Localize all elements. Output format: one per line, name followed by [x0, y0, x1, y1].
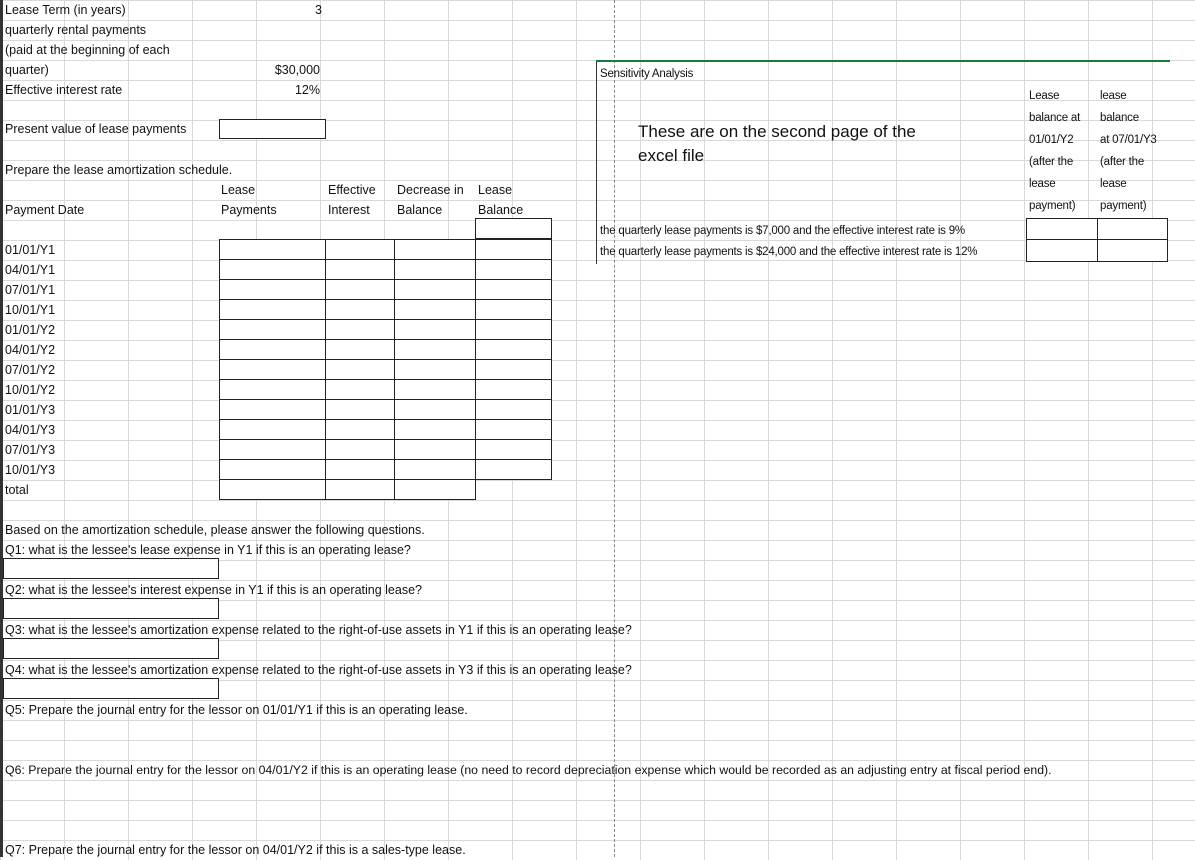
questions-intro: Based on the amortization schedule, please answer the following questions.	[5, 523, 425, 537]
answer-3-input[interactable]	[3, 638, 219, 659]
lease-payment-input[interactable]	[219, 419, 326, 440]
lease-payment-input[interactable]	[219, 239, 326, 260]
payment-date-cell: 01/01/Y2	[5, 323, 56, 337]
decrease-balance-input[interactable]	[394, 239, 476, 260]
payment-date-cell: 04/01/Y3	[5, 423, 56, 437]
question-6: Q6: Prepare the journal entry for the lessor on 04/01/Y2 if this is an operating lease (no need to record depreciation expense which would be recorded as an adjusting entry at fiscal period end).	[5, 763, 1052, 777]
lease-balance-input[interactable]	[475, 399, 552, 420]
lease-balance-input[interactable]	[475, 319, 552, 340]
payment-date-cell: 07/01/Y1	[5, 283, 56, 297]
header-effective-interest-2: Interest	[328, 203, 370, 217]
present-value-label: Present value of lease payments	[5, 122, 187, 136]
rate-label: Effective interest rate	[5, 83, 123, 97]
lease-balance-input[interactable]	[475, 279, 552, 300]
header-decrease-balance-1: Decrease in	[397, 183, 464, 197]
payment-date-cell: 10/01/Y3	[5, 463, 56, 477]
lease-balance-input[interactable]	[475, 439, 552, 460]
scenario-2-balance-y2-input[interactable]	[1026, 239, 1099, 262]
lease-term-value[interactable]: 3	[315, 3, 322, 17]
lease-payment-input[interactable]	[219, 319, 326, 340]
lease-payment-input[interactable]	[219, 259, 326, 280]
lease-balance-input[interactable]	[475, 299, 552, 320]
decrease-balance-input[interactable]	[394, 319, 476, 340]
effective-interest-input[interactable]	[325, 259, 395, 280]
answer-2-input[interactable]	[3, 598, 219, 619]
sensitivity-header-line: at 07/01/Y3	[1100, 134, 1157, 146]
effective-interest-input[interactable]	[325, 279, 395, 300]
question-3: Q3: what is the lessee's amortization expense related to the right-of-use assets in Y1 if this is an operating lease?	[5, 623, 632, 637]
answer-1-input[interactable]	[3, 558, 219, 579]
payment-label-line-3: quarter)	[5, 63, 49, 77]
lease-balance-input[interactable]	[475, 379, 552, 400]
effective-interest-input[interactable]	[325, 439, 395, 460]
effective-interest-input[interactable]	[325, 399, 395, 420]
payment-date-cell: 04/01/Y2	[5, 343, 56, 357]
sensitivity-header-line: (after the	[1100, 156, 1145, 168]
effective-interest-input[interactable]	[325, 299, 395, 320]
sensitivity-note-line-1: These are on the second page of the	[638, 122, 916, 141]
decrease-balance-input[interactable]	[394, 459, 476, 480]
initial-balance-input[interactable]	[475, 218, 552, 239]
lease-payment-input[interactable]	[219, 399, 326, 420]
scenario-2-balance-y3-input[interactable]	[1097, 239, 1168, 262]
payment-label-line-2: (paid at the beginning of each	[5, 43, 170, 57]
decrease-balance-input[interactable]	[394, 279, 476, 300]
sensitivity-header-line: lease	[1100, 178, 1127, 190]
total-interest-input[interactable]	[325, 479, 395, 500]
sensitivity-header-line: (after the	[1029, 156, 1074, 168]
sensitivity-top-border	[596, 60, 1170, 62]
decrease-balance-input[interactable]	[394, 399, 476, 420]
lease-payment-input[interactable]	[219, 339, 326, 360]
effective-interest-input[interactable]	[325, 459, 395, 480]
question-5: Q5: Prepare the journal entry for the lessor on 01/01/Y1 if this is an operating lease.	[5, 703, 468, 717]
header-lease-payments-1: Lease	[221, 183, 256, 197]
lease-balance-input[interactable]	[475, 359, 552, 380]
lease-balance-input[interactable]	[475, 339, 552, 360]
decrease-balance-input[interactable]	[394, 359, 476, 380]
sensitivity-header-line: balance at	[1029, 112, 1081, 124]
effective-interest-input[interactable]	[325, 359, 395, 380]
sensitivity-header-line: balance	[1100, 112, 1139, 124]
lease-term-label: Lease Term (in years)	[5, 3, 126, 17]
payment-date-cell: 10/01/Y2	[5, 383, 56, 397]
sensitivity-header-line: payment)	[1029, 200, 1076, 212]
payment-value[interactable]: $30,000	[274, 63, 320, 77]
header-effective-interest-1: Effective	[328, 183, 376, 197]
effective-interest-input[interactable]	[325, 239, 395, 260]
lease-payment-input[interactable]	[219, 279, 326, 300]
effective-interest-input[interactable]	[325, 419, 395, 440]
lease-payment-input[interactable]	[219, 459, 326, 480]
decrease-balance-input[interactable]	[394, 339, 476, 360]
sensitivity-header-line: 01/01/Y2	[1029, 134, 1074, 146]
lease-balance-input[interactable]	[475, 239, 552, 260]
lease-balance-input[interactable]	[475, 459, 552, 480]
payment-date-cell: 01/01/Y1	[5, 243, 56, 257]
effective-interest-input[interactable]	[325, 339, 395, 360]
lease-balance-input[interactable]	[475, 259, 552, 280]
decrease-balance-input[interactable]	[394, 379, 476, 400]
decrease-balance-input[interactable]	[394, 439, 476, 460]
total-decrease-input[interactable]	[394, 479, 476, 500]
question-7: Q7: Prepare the journal entry for the lessor on 04/01/Y2 if this is a sales-type lease.	[5, 843, 466, 857]
effective-interest-input[interactable]	[325, 319, 395, 340]
header-lease-balance-2: Balance	[478, 203, 524, 217]
present-value-input[interactable]	[219, 119, 326, 139]
total-lease-payments-input[interactable]	[219, 479, 326, 500]
answer-4-input[interactable]	[3, 678, 219, 699]
header-lease-balance-1: Lease	[478, 183, 513, 197]
lease-balance-input[interactable]	[475, 419, 552, 440]
scenario-1-balance-y3-input[interactable]	[1097, 218, 1168, 240]
header-decrease-balance-2: Balance	[397, 203, 443, 217]
payment-date-cell: 07/01/Y3	[5, 443, 56, 457]
scenario-1-text: the quarterly lease payments is $7,000 and the effective interest rate is 9%	[600, 225, 965, 237]
sensitivity-header-line: lease	[1100, 90, 1127, 102]
header-payment-date: Payment Date	[5, 203, 85, 217]
sensitivity-header-line: Lease	[1029, 90, 1060, 102]
sensitivity-left-border	[596, 62, 597, 264]
sensitivity-title: Sensitivity Analysis	[600, 68, 694, 80]
effective-interest-input[interactable]	[325, 379, 395, 400]
scenario-2-text: the quarterly lease payments is $24,000 and the effective interest rate is 12%	[600, 246, 978, 258]
rate-value[interactable]: 12%	[294, 83, 320, 97]
payment-date-cell: 01/01/Y3	[5, 403, 56, 417]
payment-date-cell: 04/01/Y1	[5, 263, 56, 277]
decrease-balance-input[interactable]	[394, 419, 476, 440]
decrease-balance-input[interactable]	[394, 299, 476, 320]
payment-label-line-1: quarterly rental payments	[5, 23, 147, 37]
total-label: total	[5, 483, 29, 497]
payment-date-cell: 10/01/Y1	[5, 303, 56, 317]
decrease-balance-input[interactable]	[394, 259, 476, 280]
payment-date-cell: 07/01/Y2	[5, 363, 56, 377]
scenario-1-balance-y2-input[interactable]	[1026, 218, 1099, 240]
lease-payment-input[interactable]	[219, 299, 326, 320]
sensitivity-header-line: payment)	[1100, 200, 1147, 212]
question-2: Q2: what is the lessee's interest expense in Y1 if this is an operating lease?	[5, 583, 422, 597]
lease-payment-input[interactable]	[219, 439, 326, 460]
question-4: Q4: what is the lessee's amortization expense related to the right-of-use assets in Y3 if this is an operating lease?	[5, 663, 632, 677]
lease-payment-input[interactable]	[219, 359, 326, 380]
question-1: Q1: what is the lessee's lease expense in Y1 if this is an operating lease?	[5, 543, 411, 557]
sensitivity-header-line: lease	[1029, 178, 1056, 190]
lease-payment-input[interactable]	[219, 379, 326, 400]
page-break-line	[614, 0, 615, 857]
header-lease-payments-2: Payments	[221, 203, 277, 217]
schedule-prompt: Prepare the lease amortization schedule.	[5, 163, 233, 177]
sensitivity-note-line-2: excel file	[638, 146, 705, 165]
sheet-left-border	[0, 0, 3, 857]
